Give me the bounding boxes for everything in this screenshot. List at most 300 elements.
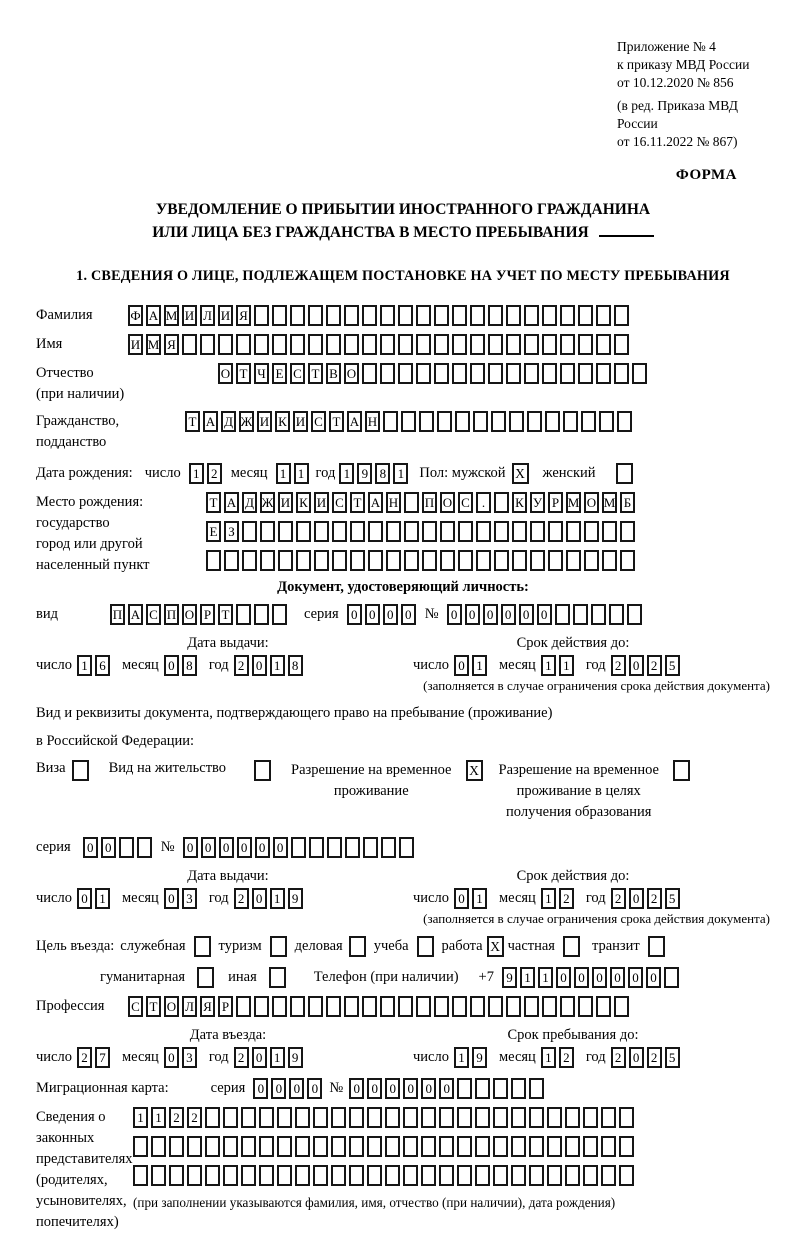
char-cell[interactable]: [475, 1165, 490, 1186]
char-cell[interactable]: [326, 996, 341, 1017]
char-cell[interactable]: [452, 334, 467, 355]
char-cell[interactable]: [566, 550, 581, 571]
char-cell[interactable]: [380, 334, 395, 355]
char-cell[interactable]: [290, 305, 305, 326]
char-cell[interactable]: М: [146, 334, 161, 355]
purpose-work-checkbox[interactable]: X: [487, 936, 504, 957]
char-cell[interactable]: [344, 334, 359, 355]
char-cell[interactable]: [416, 363, 431, 384]
char-cell[interactable]: [494, 550, 509, 571]
char-cell[interactable]: [200, 334, 215, 355]
char-cell[interactable]: [596, 305, 611, 326]
char-cell[interactable]: 0: [164, 655, 179, 676]
char-cell[interactable]: [529, 1165, 544, 1186]
char-cell[interactable]: 0: [629, 888, 644, 909]
char-cell[interactable]: 0: [421, 1078, 436, 1099]
char-cell[interactable]: 5: [665, 888, 680, 909]
char-cell[interactable]: 0: [556, 967, 571, 988]
char-cell[interactable]: 0: [646, 967, 661, 988]
char-cell[interactable]: 0: [501, 604, 516, 625]
char-cell[interactable]: 7: [95, 1047, 110, 1068]
char-cell[interactable]: 2: [647, 655, 662, 676]
char-cell[interactable]: 2: [234, 888, 249, 909]
char-cell[interactable]: 2: [647, 888, 662, 909]
char-cell[interactable]: [475, 1078, 490, 1099]
char-cell[interactable]: [349, 1136, 364, 1157]
char-cell[interactable]: [169, 1165, 184, 1186]
char-cell[interactable]: Н: [365, 411, 380, 432]
char-cell[interactable]: Л: [182, 996, 197, 1017]
char-cell[interactable]: [380, 996, 395, 1017]
char-cell[interactable]: 0: [465, 604, 480, 625]
char-cell[interactable]: 5: [665, 1047, 680, 1068]
char-cell[interactable]: 2: [77, 1047, 92, 1068]
char-cell[interactable]: [296, 521, 311, 542]
char-cell[interactable]: А: [146, 305, 161, 326]
char-cell[interactable]: [242, 550, 257, 571]
char-cell[interactable]: [218, 334, 233, 355]
char-cell[interactable]: 9: [502, 967, 517, 988]
char-cell[interactable]: Ж: [260, 492, 275, 513]
char-cell[interactable]: [151, 1136, 166, 1157]
char-cell[interactable]: [404, 550, 419, 571]
char-cell[interactable]: [596, 334, 611, 355]
char-cell[interactable]: 2: [234, 1047, 249, 1068]
char-cell[interactable]: [512, 521, 527, 542]
char-cell[interactable]: [278, 521, 293, 542]
char-cell[interactable]: [272, 996, 287, 1017]
char-cell[interactable]: С: [146, 604, 161, 625]
char-cell[interactable]: 9: [288, 888, 303, 909]
char-cell[interactable]: 0: [629, 1047, 644, 1068]
char-cell[interactable]: [416, 996, 431, 1017]
char-cell[interactable]: [205, 1165, 220, 1186]
char-cell[interactable]: Т: [236, 363, 251, 384]
char-cell[interactable]: [565, 1107, 580, 1128]
char-cell[interactable]: 2: [234, 655, 249, 676]
char-cell[interactable]: 0: [574, 967, 589, 988]
char-cell[interactable]: [260, 521, 275, 542]
char-cell[interactable]: 2: [169, 1107, 184, 1128]
char-cell[interactable]: Т: [185, 411, 200, 432]
char-cell[interactable]: [619, 1165, 634, 1186]
char-cell[interactable]: [599, 411, 614, 432]
char-cell[interactable]: [349, 1165, 364, 1186]
char-cell[interactable]: Я: [200, 996, 215, 1017]
char-cell[interactable]: П: [164, 604, 179, 625]
char-cell[interactable]: [380, 363, 395, 384]
char-cell[interactable]: [455, 411, 470, 432]
char-cell[interactable]: [524, 305, 539, 326]
char-cell[interactable]: [542, 305, 557, 326]
char-cell[interactable]: [560, 996, 575, 1017]
char-cell[interactable]: [314, 521, 329, 542]
char-cell[interactable]: [421, 1136, 436, 1157]
char-cell[interactable]: [614, 996, 629, 1017]
char-cell[interactable]: [547, 1107, 562, 1128]
char-cell[interactable]: Ф: [128, 305, 143, 326]
char-cell[interactable]: [205, 1107, 220, 1128]
char-cell[interactable]: [506, 334, 521, 355]
char-cell[interactable]: 1: [393, 463, 408, 484]
char-cell[interactable]: [619, 1136, 634, 1157]
char-cell[interactable]: [601, 1136, 616, 1157]
char-cell[interactable]: 9: [357, 463, 372, 484]
char-cell[interactable]: 0: [439, 1078, 454, 1099]
char-cell[interactable]: 1: [559, 655, 574, 676]
char-cell[interactable]: 0: [237, 837, 252, 858]
residence-permit-checkbox[interactable]: [254, 760, 271, 781]
char-cell[interactable]: 1: [541, 888, 556, 909]
char-cell[interactable]: [619, 1107, 634, 1128]
char-cell[interactable]: [119, 837, 134, 858]
temp-permit-checkbox[interactable]: X: [466, 760, 483, 781]
char-cell[interactable]: [627, 604, 642, 625]
char-cell[interactable]: 0: [447, 604, 462, 625]
char-cell[interactable]: 0: [252, 888, 267, 909]
char-cell[interactable]: [332, 550, 347, 571]
char-cell[interactable]: [223, 1165, 238, 1186]
char-cell[interactable]: [419, 411, 434, 432]
char-cell[interactable]: [398, 305, 413, 326]
char-cell[interactable]: [476, 550, 491, 571]
char-cell[interactable]: [488, 996, 503, 1017]
char-cell[interactable]: 0: [628, 967, 643, 988]
char-cell[interactable]: [511, 1136, 526, 1157]
char-cell[interactable]: [151, 1165, 166, 1186]
char-cell[interactable]: .: [476, 492, 491, 513]
char-cell[interactable]: Ж: [239, 411, 254, 432]
char-cell[interactable]: [398, 334, 413, 355]
char-cell[interactable]: Л: [200, 305, 215, 326]
char-cell[interactable]: У: [530, 492, 545, 513]
char-cell[interactable]: [440, 550, 455, 571]
char-cell[interactable]: [295, 1136, 310, 1157]
char-cell[interactable]: Т: [146, 996, 161, 1017]
char-cell[interactable]: [401, 411, 416, 432]
char-cell[interactable]: А: [368, 492, 383, 513]
char-cell[interactable]: И: [278, 492, 293, 513]
char-cell[interactable]: [404, 492, 419, 513]
char-cell[interactable]: 0: [83, 837, 98, 858]
char-cell[interactable]: 1: [133, 1107, 148, 1128]
char-cell[interactable]: [565, 1136, 580, 1157]
char-cell[interactable]: 0: [201, 837, 216, 858]
char-cell[interactable]: [236, 996, 251, 1017]
char-cell[interactable]: И: [314, 492, 329, 513]
char-cell[interactable]: [529, 1136, 544, 1157]
char-cell[interactable]: М: [164, 305, 179, 326]
char-cell[interactable]: [367, 1107, 382, 1128]
char-cell[interactable]: [584, 521, 599, 542]
char-cell[interactable]: Е: [272, 363, 287, 384]
char-cell[interactable]: 1: [276, 463, 291, 484]
char-cell[interactable]: [362, 363, 377, 384]
char-cell[interactable]: [566, 521, 581, 542]
char-cell[interactable]: 0: [219, 837, 234, 858]
char-cell[interactable]: 3: [182, 1047, 197, 1068]
char-cell[interactable]: [224, 550, 239, 571]
char-cell[interactable]: 0: [367, 1078, 382, 1099]
char-cell[interactable]: [206, 550, 221, 571]
char-cell[interactable]: [367, 1136, 382, 1157]
char-cell[interactable]: [278, 550, 293, 571]
char-cell[interactable]: [137, 837, 152, 858]
char-cell[interactable]: [403, 1165, 418, 1186]
char-cell[interactable]: Н: [386, 492, 401, 513]
char-cell[interactable]: 0: [307, 1078, 322, 1099]
char-cell[interactable]: 1: [270, 655, 285, 676]
char-cell[interactable]: [542, 996, 557, 1017]
char-cell[interactable]: К: [296, 492, 311, 513]
char-cell[interactable]: [241, 1107, 256, 1128]
char-cell[interactable]: П: [110, 604, 125, 625]
char-cell[interactable]: 0: [273, 837, 288, 858]
char-cell[interactable]: 0: [183, 837, 198, 858]
char-cell[interactable]: [133, 1136, 148, 1157]
char-cell[interactable]: [350, 550, 365, 571]
char-cell[interactable]: [547, 1136, 562, 1157]
char-cell[interactable]: Я: [236, 305, 251, 326]
char-cell[interactable]: 0: [401, 604, 416, 625]
char-cell[interactable]: [475, 1136, 490, 1157]
char-cell[interactable]: [259, 1107, 274, 1128]
char-cell[interactable]: [223, 1107, 238, 1128]
char-cell[interactable]: 0: [253, 1078, 268, 1099]
char-cell[interactable]: [259, 1136, 274, 1157]
char-cell[interactable]: [494, 521, 509, 542]
char-cell[interactable]: [272, 305, 287, 326]
char-cell[interactable]: 0: [454, 888, 469, 909]
char-cell[interactable]: [368, 521, 383, 542]
purpose-other-checkbox[interactable]: [269, 967, 286, 988]
char-cell[interactable]: 8: [375, 463, 390, 484]
char-cell[interactable]: 1: [472, 888, 487, 909]
char-cell[interactable]: [327, 837, 342, 858]
char-cell[interactable]: 0: [629, 655, 644, 676]
char-cell[interactable]: [290, 334, 305, 355]
char-cell[interactable]: О: [440, 492, 455, 513]
char-cell[interactable]: [506, 305, 521, 326]
char-cell[interactable]: [488, 305, 503, 326]
char-cell[interactable]: 0: [252, 655, 267, 676]
char-cell[interactable]: [344, 996, 359, 1017]
char-cell[interactable]: [386, 550, 401, 571]
char-cell[interactable]: [385, 1136, 400, 1157]
char-cell[interactable]: Р: [548, 492, 563, 513]
char-cell[interactable]: [584, 550, 599, 571]
char-cell[interactable]: 0: [537, 604, 552, 625]
char-cell[interactable]: 5: [665, 655, 680, 676]
char-cell[interactable]: Т: [218, 604, 233, 625]
char-cell[interactable]: 1: [270, 1047, 285, 1068]
char-cell[interactable]: Ч: [254, 363, 269, 384]
char-cell[interactable]: [560, 363, 575, 384]
char-cell[interactable]: 0: [610, 967, 625, 988]
char-cell[interactable]: 3: [182, 888, 197, 909]
char-cell[interactable]: [470, 334, 485, 355]
char-cell[interactable]: [422, 521, 437, 542]
char-cell[interactable]: [223, 1136, 238, 1157]
char-cell[interactable]: 8: [288, 655, 303, 676]
char-cell[interactable]: [457, 1165, 472, 1186]
char-cell[interactable]: 6: [95, 655, 110, 676]
char-cell[interactable]: [434, 305, 449, 326]
char-cell[interactable]: [493, 1107, 508, 1128]
char-cell[interactable]: [581, 411, 596, 432]
char-cell[interactable]: [187, 1165, 202, 1186]
char-cell[interactable]: [542, 363, 557, 384]
char-cell[interactable]: 0: [164, 888, 179, 909]
char-cell[interactable]: Е: [206, 521, 221, 542]
char-cell[interactable]: [404, 521, 419, 542]
char-cell[interactable]: [547, 1165, 562, 1186]
char-cell[interactable]: [308, 305, 323, 326]
char-cell[interactable]: [506, 363, 521, 384]
char-cell[interactable]: 2: [611, 655, 626, 676]
char-cell[interactable]: Д: [221, 411, 236, 432]
char-cell[interactable]: 9: [288, 1047, 303, 1068]
char-cell[interactable]: 8: [182, 655, 197, 676]
char-cell[interactable]: [476, 521, 491, 542]
char-cell[interactable]: О: [344, 363, 359, 384]
char-cell[interactable]: К: [512, 492, 527, 513]
char-cell[interactable]: [313, 1136, 328, 1157]
char-cell[interactable]: П: [422, 492, 437, 513]
char-cell[interactable]: А: [128, 604, 143, 625]
char-cell[interactable]: [458, 521, 473, 542]
purpose-business-checkbox[interactable]: [349, 936, 366, 957]
char-cell[interactable]: [367, 1165, 382, 1186]
char-cell[interactable]: [260, 550, 275, 571]
char-cell[interactable]: В: [326, 363, 341, 384]
char-cell[interactable]: [555, 604, 570, 625]
char-cell[interactable]: [434, 363, 449, 384]
char-cell[interactable]: [530, 521, 545, 542]
char-cell[interactable]: [596, 363, 611, 384]
char-cell[interactable]: [332, 521, 347, 542]
char-cell[interactable]: [416, 305, 431, 326]
char-cell[interactable]: [524, 363, 539, 384]
char-cell[interactable]: [241, 1165, 256, 1186]
char-cell[interactable]: [609, 604, 624, 625]
char-cell[interactable]: [398, 996, 413, 1017]
char-cell[interactable]: 9: [472, 1047, 487, 1068]
char-cell[interactable]: Т: [206, 492, 221, 513]
char-cell[interactable]: [326, 334, 341, 355]
char-cell[interactable]: 0: [289, 1078, 304, 1099]
char-cell[interactable]: [313, 1165, 328, 1186]
char-cell[interactable]: [385, 1165, 400, 1186]
char-cell[interactable]: [421, 1107, 436, 1128]
char-cell[interactable]: 0: [365, 604, 380, 625]
char-cell[interactable]: [380, 305, 395, 326]
char-cell[interactable]: [345, 837, 360, 858]
char-cell[interactable]: [403, 1136, 418, 1157]
char-cell[interactable]: С: [311, 411, 326, 432]
char-cell[interactable]: А: [203, 411, 218, 432]
char-cell[interactable]: [457, 1078, 472, 1099]
char-cell[interactable]: 2: [207, 463, 222, 484]
char-cell[interactable]: [475, 1107, 490, 1128]
char-cell[interactable]: [583, 1107, 598, 1128]
char-cell[interactable]: 1: [294, 463, 309, 484]
char-cell[interactable]: Д: [242, 492, 257, 513]
char-cell[interactable]: И: [218, 305, 233, 326]
char-cell[interactable]: [403, 1107, 418, 1128]
char-cell[interactable]: [308, 334, 323, 355]
char-cell[interactable]: [290, 996, 305, 1017]
char-cell[interactable]: И: [293, 411, 308, 432]
char-cell[interactable]: Т: [329, 411, 344, 432]
char-cell[interactable]: [169, 1136, 184, 1157]
char-cell[interactable]: Т: [350, 492, 365, 513]
char-cell[interactable]: [368, 550, 383, 571]
char-cell[interactable]: 1: [77, 655, 92, 676]
char-cell[interactable]: 0: [77, 888, 92, 909]
char-cell[interactable]: 2: [559, 888, 574, 909]
char-cell[interactable]: [331, 1107, 346, 1128]
char-cell[interactable]: [548, 521, 563, 542]
char-cell[interactable]: 0: [483, 604, 498, 625]
char-cell[interactable]: 2: [187, 1107, 202, 1128]
char-cell[interactable]: [583, 1165, 598, 1186]
char-cell[interactable]: [491, 411, 506, 432]
char-cell[interactable]: [362, 996, 377, 1017]
char-cell[interactable]: [506, 996, 521, 1017]
char-cell[interactable]: [385, 1107, 400, 1128]
purpose-transit-checkbox[interactable]: [648, 936, 665, 957]
char-cell[interactable]: И: [257, 411, 272, 432]
char-cell[interactable]: А: [347, 411, 362, 432]
char-cell[interactable]: [488, 363, 503, 384]
char-cell[interactable]: 0: [383, 604, 398, 625]
char-cell[interactable]: [295, 1107, 310, 1128]
char-cell[interactable]: [362, 334, 377, 355]
char-cell[interactable]: [362, 305, 377, 326]
char-cell[interactable]: [241, 1136, 256, 1157]
char-cell[interactable]: [439, 1136, 454, 1157]
char-cell[interactable]: [602, 550, 617, 571]
char-cell[interactable]: [529, 1078, 544, 1099]
char-cell[interactable]: [494, 492, 509, 513]
char-cell[interactable]: [565, 1165, 580, 1186]
char-cell[interactable]: 0: [403, 1078, 418, 1099]
char-cell[interactable]: З: [224, 521, 239, 542]
char-cell[interactable]: 0: [347, 604, 362, 625]
char-cell[interactable]: С: [332, 492, 347, 513]
char-cell[interactable]: [542, 334, 557, 355]
char-cell[interactable]: [578, 363, 593, 384]
char-cell[interactable]: [398, 363, 413, 384]
char-cell[interactable]: [614, 363, 629, 384]
char-cell[interactable]: [511, 1078, 526, 1099]
char-cell[interactable]: Р: [218, 996, 233, 1017]
char-cell[interactable]: 1: [472, 655, 487, 676]
char-cell[interactable]: [399, 837, 414, 858]
char-cell[interactable]: [437, 411, 452, 432]
char-cell[interactable]: 1: [541, 655, 556, 676]
char-cell[interactable]: [509, 411, 524, 432]
char-cell[interactable]: 0: [164, 1047, 179, 1068]
char-cell[interactable]: 1: [270, 888, 285, 909]
char-cell[interactable]: [470, 996, 485, 1017]
purpose-humanitarian-checkbox[interactable]: [197, 967, 214, 988]
char-cell[interactable]: [560, 334, 575, 355]
char-cell[interactable]: 1: [520, 967, 535, 988]
char-cell[interactable]: [563, 411, 578, 432]
char-cell[interactable]: [524, 996, 539, 1017]
